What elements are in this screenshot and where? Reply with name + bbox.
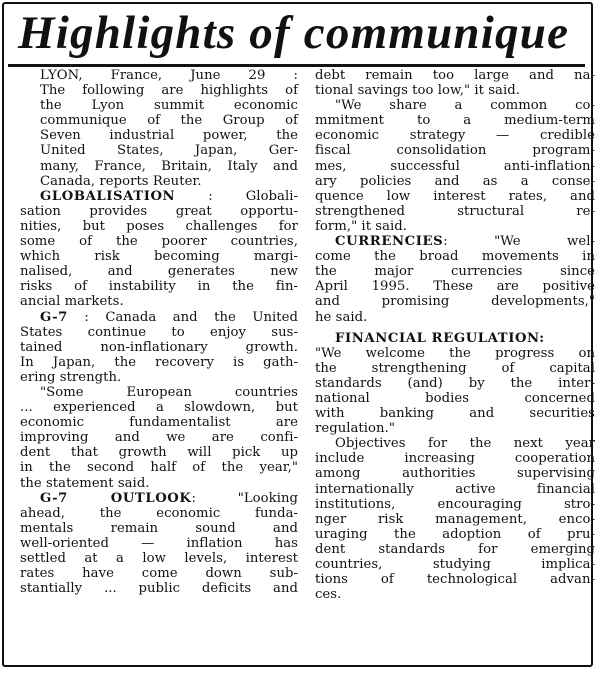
text-line: LYON, France, June 29 :: [40, 68, 298, 83]
text-line: communique of the Group of: [40, 113, 298, 129]
text-line: sation provides great opportu-: [20, 203, 298, 219]
text-line: countries, studying implica-: [315, 557, 595, 572]
text-line: mmitment to a medium-term: [315, 113, 595, 129]
paragraph-quote: [20, 385, 298, 491]
text-line: ces.: [315, 587, 342, 603]
text-line: strengthened structural re-: [315, 203, 595, 219]
text-line: nalised, and generates new: [20, 264, 298, 280]
text-line: ering strength.: [20, 369, 122, 385]
text-line: ... experienced a slowdown, but: [20, 400, 298, 416]
text-line: ahead, the economic funda-: [20, 505, 298, 521]
text-line: [315, 234, 595, 249]
section-keyword: GLOBALISATION: [40, 188, 176, 204]
paragraph-intro: [20, 68, 298, 189]
text-line: internationally active financial: [315, 481, 595, 497]
headline: Highlights of communique: [18, 7, 570, 59]
text-line: "We share a common co-: [335, 98, 595, 114]
text-fragment: : "Looking: [191, 490, 298, 506]
text-line: [315, 331, 595, 346]
text-fragment: : "We wel-: [443, 234, 595, 250]
text-line: nities, but poses challenges for: [20, 218, 298, 234]
paragraph-globalisation: [20, 189, 298, 310]
paragraph-continued: [315, 68, 595, 98]
text-line: he said.: [315, 309, 368, 325]
text-line: the statement said.: [20, 475, 150, 491]
text-line: Seven industrial power, the: [40, 128, 298, 144]
text-line: tained non-inflationary growth.: [20, 339, 298, 355]
paragraph-g7: [20, 310, 298, 385]
text-line: [20, 310, 298, 325]
text-line: [20, 189, 298, 204]
text-line: tions of technological advan-: [315, 572, 595, 588]
text-line: economic strategy — credible: [315, 128, 595, 144]
text-line: United States, Japan, Ger-: [40, 143, 298, 159]
text-line: among authorities supervising: [315, 466, 595, 482]
text-line: regulation.": [315, 421, 395, 437]
text-line: with banking and securities: [315, 406, 595, 422]
text-line: "Some European countries: [40, 384, 298, 400]
text-line: debt remain too large and na-: [315, 68, 595, 83]
text-line: mentals remain sound and: [20, 520, 298, 536]
text-line: the strengthening of capital: [315, 360, 595, 376]
text-line: which risk becoming margi-: [20, 249, 298, 265]
text-line: form," it said.: [315, 218, 408, 234]
paragraph-outlook: [20, 491, 298, 597]
text-line: Canada, reports Reuter.: [40, 173, 202, 189]
text-line: dent that growth will pick up: [20, 445, 298, 461]
text-line: April 1995. These are positive: [315, 279, 595, 295]
left-column: [20, 68, 298, 596]
text-line: many, France, Britain, Italy and: [40, 158, 298, 174]
text-line: settled at a low levels, interest: [20, 551, 298, 566]
text-line: [20, 491, 298, 506]
text-line: In Japan, the recovery is gath-: [20, 354, 298, 370]
paragraph-objectives: [315, 436, 595, 602]
text-line: fiscal consolidation program-: [315, 143, 595, 159]
text-line: uraging the adoption of pru-: [315, 526, 595, 542]
text-line: States continue to enjoy sus-: [20, 324, 298, 340]
text-line: dent standards for emerging: [315, 541, 595, 557]
section-keyword: G-7 OUTLOOK: [40, 490, 192, 506]
text-line: risks of instability in the fin-: [20, 279, 298, 295]
text-line: The following are highlights of: [40, 83, 298, 99]
text-line: well-oriented — inflation has: [20, 535, 298, 551]
text-line: ary policies and as a conse-: [315, 173, 595, 189]
text-line: and promising developments,": [315, 294, 595, 310]
text-line: in the second half of the year,": [20, 460, 298, 476]
paragraph-currencies: [315, 234, 595, 325]
text-line: "We welcome the progress on: [315, 345, 595, 361]
text-line: quence low interest rates, and: [315, 188, 595, 204]
text-fragment: : Globali-: [175, 188, 298, 204]
paragraph-financial-regulation: [315, 331, 595, 437]
text-line: rates have come down sub-: [20, 566, 298, 582]
section-keyword: CURRENCIES: [335, 234, 444, 250]
headline-rule: [8, 64, 585, 67]
text-line: standards (and) by the inter-: [315, 375, 595, 391]
text-line: stantially ... public deficits and: [20, 581, 298, 597]
text-line: the Lyon summit economic: [40, 98, 298, 114]
right-column: [315, 68, 595, 602]
text-line: Objectives for the next year: [335, 436, 595, 452]
text-line: tional savings too low," it said.: [315, 83, 520, 99]
text-line: come the broad movements in: [315, 249, 595, 265]
text-line: ancial markets.: [20, 294, 124, 310]
text-line: economic fundamentalist are: [20, 415, 298, 431]
text-line: improving and we are confi-: [20, 430, 298, 446]
paragraph-strategy: [315, 98, 595, 234]
text-line: national bodies concerned: [315, 390, 595, 406]
text-line: some of the poorer countries,: [20, 234, 298, 250]
text-line: the major currencies since: [315, 264, 595, 280]
article-frame: [2, 2, 593, 667]
text-line: mes, successful anti-inflation-: [315, 158, 595, 174]
section-keyword: FINANCIAL REGULATION:: [335, 330, 545, 346]
text-line: nger risk management, enco-: [315, 511, 595, 527]
text-fragment: : Canada and the United: [67, 309, 298, 325]
text-line: institutions, encouraging stro-: [315, 496, 595, 512]
section-keyword: G-7: [40, 309, 68, 325]
text-line: include increasing cooperation: [315, 451, 595, 467]
